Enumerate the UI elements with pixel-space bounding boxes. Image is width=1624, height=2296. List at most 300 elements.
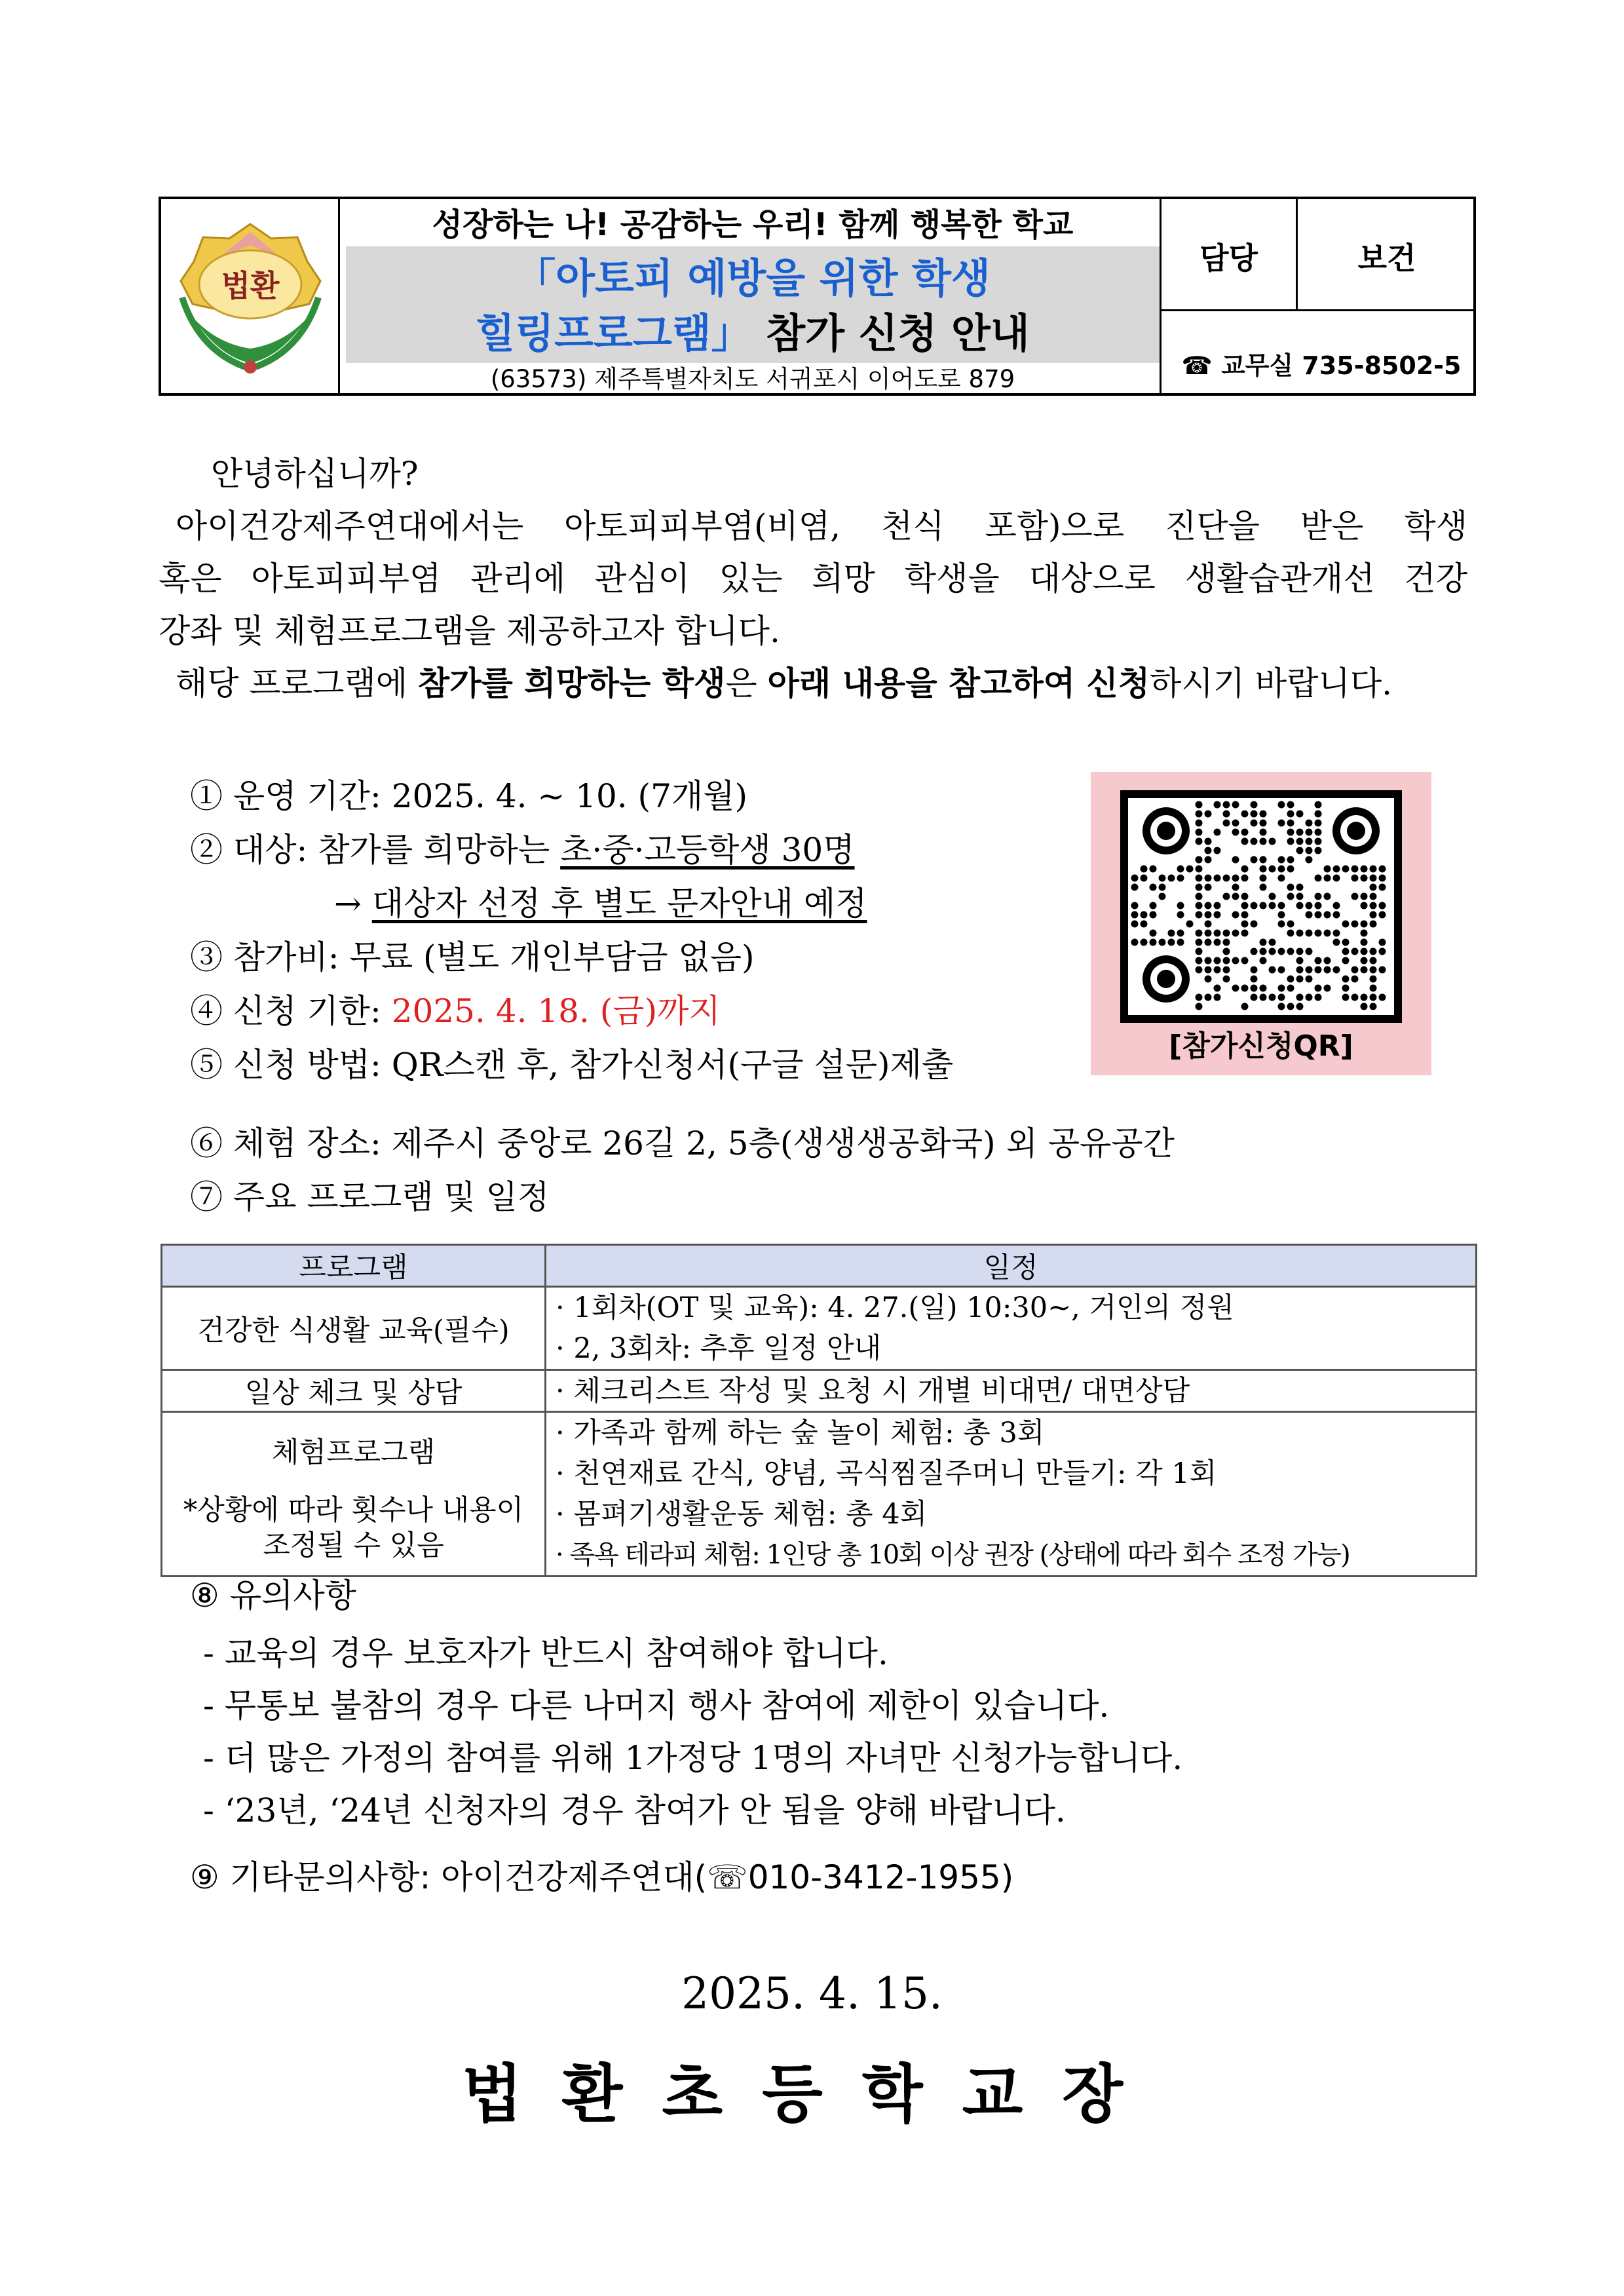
note-item: - 교육의 경우 보호자가 반드시 참여해야 합니다. [203, 1634, 888, 1672]
qr-module [1205, 921, 1212, 928]
qr-module [1269, 902, 1276, 909]
qr-module [1361, 966, 1368, 974]
schedule-line: · 천연재료 간식, 양념, 곡식찜질주머니 만들기: 각 1회 [556, 1457, 1217, 1490]
qr-module [1260, 948, 1267, 955]
schedule-line: · 체크리스트 작성 및 요청 시 개별 비대면/ 대면상담 [556, 1374, 1190, 1407]
qr-module [1361, 875, 1368, 882]
qr-module [1232, 884, 1239, 891]
schedule-table [161, 1244, 1477, 1577]
qr-module [1196, 939, 1203, 946]
qr-module [1379, 966, 1386, 974]
schedule-line: · 1회차(OT 및 교육): 4. 27.(일) 10:30~, 거인의 정원 [556, 1292, 1234, 1324]
dept-label: 보건 [1357, 240, 1416, 276]
qr-module [1379, 911, 1386, 919]
qr-module [1251, 856, 1258, 864]
qr-module [1342, 866, 1350, 873]
qr-module [1131, 902, 1139, 909]
qr-module [1168, 930, 1175, 937]
qr-module [1223, 948, 1230, 955]
qr-caption: [참가신청QR] [1169, 1029, 1353, 1063]
table-header-row [162, 1245, 1477, 1287]
qr-code-frame [1120, 790, 1402, 1023]
qr-module [1196, 884, 1203, 891]
qr-module [1196, 829, 1203, 836]
qr-module [1214, 829, 1221, 836]
qr-code-icon[interactable] [1120, 790, 1402, 1023]
qr-module [1150, 930, 1157, 937]
header-divider [338, 199, 340, 393]
qr-module [1196, 911, 1203, 919]
qr-module [1278, 856, 1285, 864]
qr-module [1379, 939, 1386, 946]
qr-module [1196, 820, 1203, 827]
qr-module [1315, 820, 1322, 827]
qr-module [1223, 875, 1230, 882]
qr-module [1260, 829, 1267, 836]
intro-bold: 참가를 희망하는 학생 [417, 664, 726, 702]
notes-title: ⑧ 유의사항 [190, 1577, 356, 1615]
qr-module [1196, 957, 1203, 965]
item-target-underlined: 초·중·고등학생 30명 [560, 831, 855, 869]
qr-module [1177, 911, 1184, 919]
schedule-line: · 몸펴기생활운동 체험: 총 4회 [556, 1498, 928, 1531]
qr-module [1370, 866, 1377, 873]
qr-module [1324, 966, 1331, 974]
header-box [159, 197, 1476, 396]
qr-module [1260, 939, 1267, 946]
header-divider [1160, 309, 1473, 311]
note-item: - ‘23년, ‘24년 신청자의 경우 참여가 안 됨을 양해 바랍니다. [203, 1791, 1066, 1829]
qr-module [1251, 966, 1258, 974]
qr-module [1287, 884, 1294, 891]
qr-module [1379, 948, 1386, 955]
qr-module [1214, 930, 1221, 937]
qr-module [1205, 911, 1212, 919]
qr-module [1278, 902, 1285, 909]
qr-module [1370, 1003, 1377, 1010]
issue-date: 2025. 4. 15. [681, 1968, 943, 2019]
qr-module [1296, 811, 1304, 818]
qr-module [1342, 921, 1350, 928]
qr-module [1296, 893, 1304, 900]
qr-module [1351, 994, 1359, 1001]
qr-module [1223, 939, 1230, 946]
qr-module [1361, 948, 1368, 955]
qr-module [1296, 930, 1304, 937]
schedule-line: · 가족과 함께 하는 숲 놀이 체험: 총 3회 [556, 1417, 1045, 1449]
qr-module [1196, 1003, 1203, 1010]
schedule-line: · 2, 3회차: 추후 일정 안내 [556, 1332, 882, 1365]
intro-text: 하시기 바랍니다. [1150, 664, 1393, 702]
qr-module [1379, 884, 1386, 891]
qr-module [1241, 985, 1249, 992]
table-row [162, 1287, 1477, 1370]
qr-module [1324, 957, 1331, 965]
duty-label: 담당 [1199, 240, 1258, 276]
qr-module [1260, 985, 1267, 992]
qr-module [1306, 820, 1313, 827]
arrow-icon: → [334, 885, 372, 923]
qr-module [1296, 884, 1304, 891]
qr-module [1196, 930, 1203, 937]
qr-module [1379, 866, 1386, 873]
qr-module [1269, 866, 1276, 873]
qr-module [1361, 939, 1368, 946]
qr-module [1278, 801, 1285, 809]
contact-info: ⑨ 기타문의사항: 아이건강제주연대(☏010-3412-1955) [190, 1858, 1014, 1896]
qr-module [1241, 921, 1249, 928]
table-header-program: 프로그램 [162, 1245, 546, 1287]
qr-module [1361, 930, 1368, 937]
qr-module [1196, 838, 1203, 845]
qr-module [1306, 994, 1313, 1001]
qr-module [1287, 976, 1294, 983]
qr-panel [1091, 772, 1431, 1075]
qr-module [1150, 866, 1157, 873]
qr-module [1251, 801, 1258, 809]
qr-module [1306, 966, 1313, 974]
qr-module [1196, 875, 1203, 882]
qr-module [1278, 1003, 1285, 1010]
qr-module [1306, 930, 1313, 937]
qr-module [1251, 985, 1258, 992]
intro-line-4 [176, 660, 1392, 706]
qr-module [1351, 893, 1359, 900]
qr-module [1150, 884, 1157, 891]
qr-module [1287, 866, 1294, 873]
qr-module [1361, 994, 1368, 1001]
qr-module [1232, 856, 1239, 864]
qr-module [1196, 866, 1203, 873]
qr-module [1342, 985, 1350, 992]
qr-module [1324, 875, 1331, 882]
qr-module [1241, 875, 1249, 882]
qr-module [1342, 994, 1350, 1001]
qr-module [1251, 811, 1258, 818]
item-target-note [334, 881, 867, 927]
qr-module [1287, 829, 1294, 836]
qr-module [1241, 902, 1249, 909]
qr-module [1223, 930, 1230, 937]
qr-module [1342, 957, 1350, 965]
qr-module [1196, 811, 1203, 818]
program-cell [162, 1412, 546, 1577]
qr-module [1351, 921, 1359, 928]
qr-module [1214, 985, 1221, 992]
greeting: 안녕하십니까? [211, 455, 419, 493]
qr-module [1131, 921, 1139, 928]
intro-text: 은 [725, 664, 768, 702]
qr-module [1205, 811, 1212, 818]
qr-module [1296, 976, 1304, 983]
qr-module [1306, 948, 1313, 955]
qr-module [1370, 921, 1377, 928]
qr-module [1315, 801, 1322, 809]
qr-module [1361, 902, 1368, 909]
qr-module [1269, 893, 1276, 900]
qr-module [1351, 948, 1359, 955]
qr-module [1370, 966, 1377, 974]
title-line-2-rest: 참가 신청 안내 [751, 309, 1030, 357]
qr-module [1333, 866, 1340, 873]
qr-module [1315, 930, 1322, 937]
qr-module [1241, 1003, 1249, 1010]
qr-module [1260, 994, 1267, 1001]
qr-module [1333, 875, 1340, 882]
qr-module [1223, 966, 1230, 974]
qr-module [1177, 939, 1184, 946]
schedule-cell [546, 1287, 1477, 1370]
qr-module [1370, 948, 1377, 955]
qr-module [1287, 811, 1294, 818]
school-address: (63573) 제주특별자치도 서귀포시 이어도로 879 [490, 365, 1015, 393]
table-row [162, 1412, 1477, 1577]
qr-module [1251, 976, 1258, 983]
qr-module [1287, 820, 1294, 827]
qr-module [1196, 948, 1203, 955]
qr-module [1296, 1003, 1304, 1010]
qr-module [1370, 893, 1377, 900]
qr-module [1260, 856, 1267, 864]
qr-module [1232, 829, 1239, 836]
qr-module [1315, 957, 1322, 965]
qr-module [1315, 994, 1322, 1001]
qr-module [1205, 856, 1212, 864]
table-row [162, 1370, 1477, 1412]
qr-module [1370, 884, 1377, 891]
qr-module [1342, 948, 1350, 955]
qr-module [1241, 893, 1249, 900]
qr-module [1214, 994, 1221, 1001]
qr-module [1315, 985, 1322, 992]
qr-module [1333, 911, 1340, 919]
qr-module [1177, 902, 1184, 909]
qr-module [1287, 930, 1294, 937]
qr-module [1251, 921, 1258, 928]
qr-module [1196, 856, 1203, 864]
qr-module [1232, 930, 1239, 937]
qr-module [1351, 966, 1359, 974]
qr-module [1159, 893, 1166, 900]
qr-module [1141, 875, 1148, 882]
note-item: - 무통보 불참의 경우 다른 나머지 행사 참여에 제한이 있습니다. [203, 1687, 1110, 1725]
qr-module [1287, 856, 1294, 864]
qr-module [1260, 957, 1267, 965]
school-logo-icon [173, 219, 328, 376]
qr-module [1205, 957, 1212, 965]
qr-module [1296, 829, 1304, 836]
qr-module [1214, 902, 1221, 909]
qr-module [1251, 838, 1258, 845]
qr-module [1287, 838, 1294, 845]
program-cell: 건강한 식생활 교육(필수) [162, 1287, 546, 1370]
qr-module [1251, 994, 1258, 1001]
intro-text: 해당 프로그램에 [176, 664, 418, 702]
qr-module [1241, 930, 1249, 937]
qr-module [1131, 875, 1139, 882]
qr-module [1232, 893, 1239, 900]
qr-module [1214, 801, 1221, 809]
qr-module [1205, 884, 1212, 891]
qr-module [1205, 930, 1212, 937]
qr-module [1370, 911, 1377, 919]
intro-line-2: 혹은 아토피피부염 관리에 관심이 있는 희망 학생을 대상으로 생활습관개선 건강 [159, 560, 1467, 598]
intro-line-1: 아이건강제주연대에서는 아토피피부염(비염, 천식 포함)으로 진단을 받은 학생 [176, 507, 1467, 545]
qr-module [1177, 930, 1184, 937]
qr-module [1260, 875, 1267, 882]
qr-module [1196, 994, 1203, 1001]
qr-module [1241, 829, 1249, 836]
qr-module [1141, 921, 1148, 928]
qr-module [1342, 939, 1350, 946]
qr-module [1214, 911, 1221, 919]
qr-module [1379, 902, 1386, 909]
qr-module [1260, 884, 1267, 891]
school-motto: 성장하는 나! 공감하는 우리! 함께 행복한 학교 [432, 206, 1074, 243]
qr-module [1278, 994, 1285, 1001]
qr-module [1269, 994, 1276, 1001]
qr-module [1214, 966, 1221, 974]
item-deadline-label: ④ 신청 기한: [190, 992, 392, 1030]
qr-module [1241, 957, 1249, 965]
qr-module [1260, 838, 1267, 845]
item-venue: ⑥ 체험 장소: 제주시 중앙로 26길 2, 5층(생생생공화국) 외 공유공간 [190, 1124, 1175, 1162]
qr-module [1351, 976, 1359, 983]
qr-module [1232, 985, 1239, 992]
qr-module [1131, 911, 1139, 919]
qr-module [1278, 948, 1285, 955]
qr-module [1333, 966, 1340, 974]
item-deadline-date: 2025. 4. 18. (금)까지 [391, 992, 721, 1030]
title-line-2 [346, 307, 1160, 360]
item-target-text: ② 대상: 참가를 희망하는 [190, 831, 561, 869]
qr-module [1296, 957, 1304, 965]
qr-module [1214, 847, 1221, 854]
qr-module [1333, 939, 1340, 946]
qr-module [1315, 902, 1322, 909]
qr-module [1351, 875, 1359, 882]
qr-module [1324, 911, 1331, 919]
qr-module [1269, 966, 1276, 974]
qr-module [1232, 911, 1239, 919]
qr-module [1287, 893, 1294, 900]
qr-module [1315, 893, 1322, 900]
qr-module [1361, 921, 1368, 928]
qr-module [1306, 838, 1313, 845]
qr-module [1177, 866, 1184, 873]
qr-module [1260, 902, 1267, 909]
qr-module [1370, 902, 1377, 909]
intro-bold: 아래 내용을 참고하여 신청 [767, 664, 1150, 702]
qr-module [1241, 838, 1249, 845]
qr-module [1333, 930, 1340, 937]
qr-module [1278, 911, 1285, 919]
item-program-heading: ⑦ 주요 프로그램 및 일정 [190, 1178, 550, 1216]
qr-module [1251, 948, 1258, 955]
qr-module [1223, 976, 1230, 983]
qr-module [1315, 847, 1322, 854]
qr-module [1379, 875, 1386, 882]
qr-module [1324, 930, 1331, 937]
qr-module [1251, 902, 1258, 909]
qr-module [1379, 994, 1386, 1001]
qr-module [1168, 939, 1175, 946]
qr-module [1205, 976, 1212, 983]
qr-module [1296, 966, 1304, 974]
qr-module [1315, 811, 1322, 818]
qr-module [1205, 902, 1212, 909]
program-note: 조정될 수 있음 [263, 1529, 444, 1562]
qr-module [1269, 838, 1276, 845]
qr-module [1159, 884, 1166, 891]
qr-module [1315, 838, 1322, 845]
title-line-1: 「아토피 예방을 위한 학생 [515, 254, 991, 302]
qr-module [1315, 875, 1322, 882]
qr-module [1315, 911, 1322, 919]
qr-module [1296, 948, 1304, 955]
qr-module [1296, 838, 1304, 845]
qr-module [1196, 801, 1203, 809]
qr-module [1296, 902, 1304, 909]
qr-module [1251, 820, 1258, 827]
qr-module [1150, 939, 1157, 946]
qr-module [1296, 847, 1304, 854]
qr-module [1196, 893, 1203, 900]
qr-module [1287, 985, 1294, 992]
qr-module [1324, 985, 1331, 992]
program-cell: 일상 체크 및 상담 [162, 1370, 546, 1412]
schedule-cell [546, 1370, 1477, 1412]
qr-module [1241, 811, 1249, 818]
qr-module [1287, 948, 1294, 955]
qr-module [1361, 866, 1368, 873]
qr-module [1214, 875, 1221, 882]
qr-module [1351, 866, 1359, 873]
qr-module [1306, 976, 1313, 983]
qr-module [1223, 811, 1230, 818]
program-name: 체험프로그램 [271, 1436, 436, 1469]
qr-module [1342, 976, 1350, 983]
item-target [190, 827, 855, 873]
qr-module [1131, 939, 1139, 946]
qr-module [1278, 875, 1285, 882]
qr-module [1223, 957, 1230, 965]
qr-module [1214, 939, 1221, 946]
qr-module [1196, 966, 1203, 974]
qr-module [1278, 966, 1285, 974]
qr-module [1287, 801, 1294, 809]
qr-module [1296, 994, 1304, 1001]
qr-module [1232, 820, 1239, 827]
table-header-schedule: 일정 [546, 1245, 1477, 1287]
qr-module [1361, 1003, 1368, 1010]
intro-line-3: 강좌 및 체험프로그램을 제공하고자 합니다. [159, 612, 780, 650]
qr-module [1205, 994, 1212, 1001]
qr-module [1168, 875, 1175, 882]
office-phone: ☎ 교무실 735-8502-5 [1181, 351, 1462, 380]
qr-module [1278, 985, 1285, 992]
note-item: - 더 많은 가정의 참여를 위해 1가정당 1명의 자녀만 신청가능합니다. [203, 1739, 1183, 1777]
qr-module [1232, 875, 1239, 882]
item-period: ① 운영 기간: 2025. 4. ~ 10. (7개월) [190, 777, 747, 815]
qr-module [1269, 948, 1276, 955]
qr-module [1287, 921, 1294, 928]
qr-module [1205, 838, 1212, 845]
schedule-line: · 족욕 테라피 체험: 1인당 총 10회 이상 권장 (상태에 따라 회수 조정 가능) [556, 1540, 1350, 1570]
qr-module [1260, 866, 1267, 873]
qr-module [1223, 801, 1230, 809]
qr-module [1205, 847, 1212, 854]
